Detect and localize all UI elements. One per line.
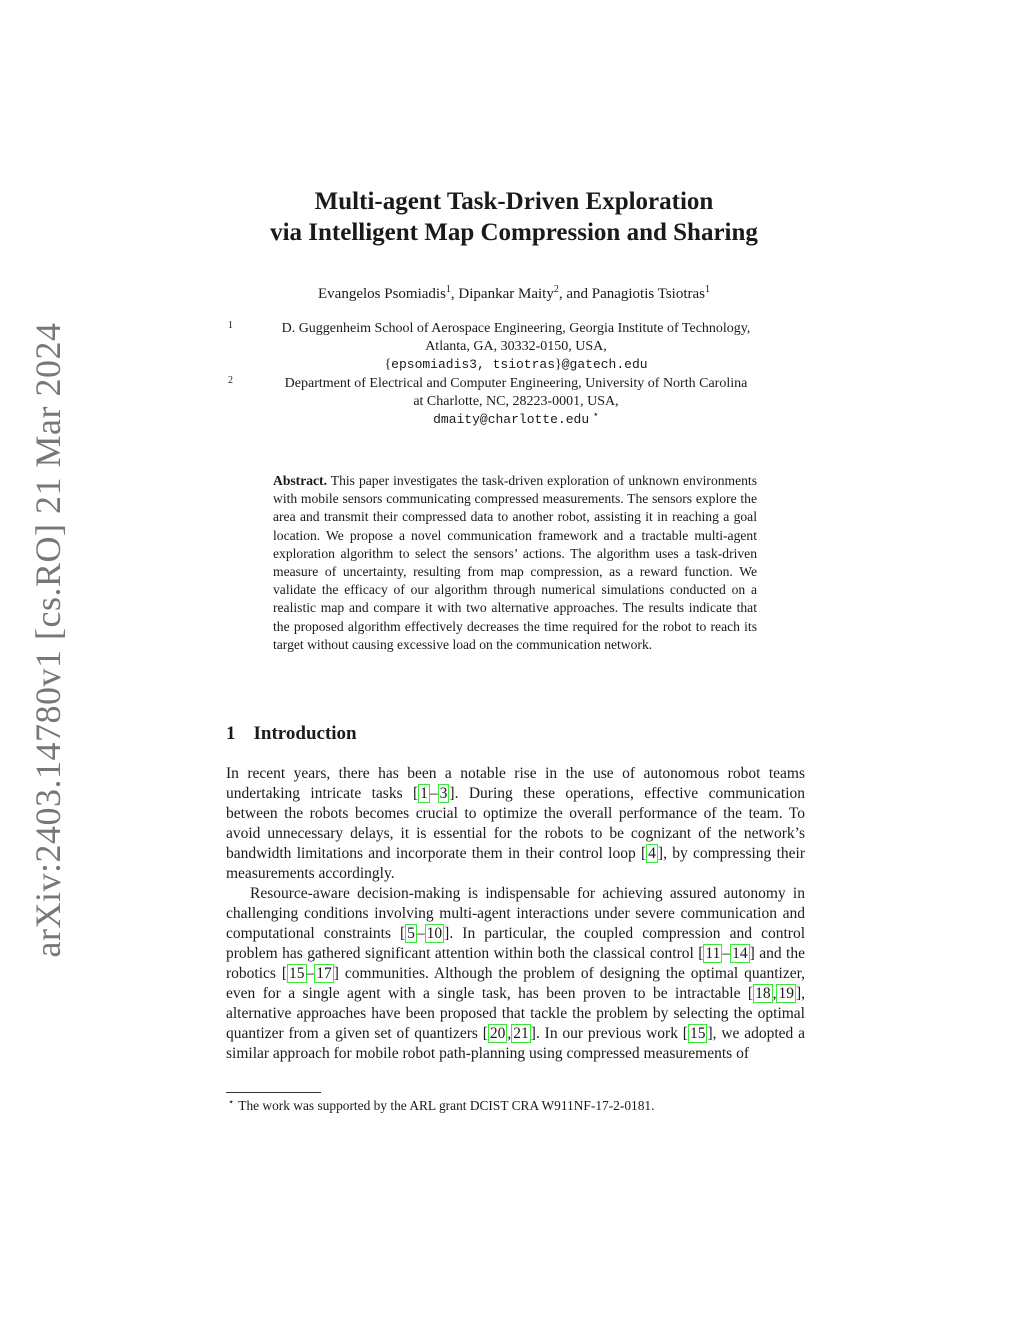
intro-paragraph-2: Resource-aware decision-making is indispensable for achieving assured autonomy in challenging conditions involving multi-agent interactions under severe communication and computational constraints [ 5 – 10 ]. In particular, the coupled compression and control problem has gathered significant attention within both the classical control [ 11 – 14 ] and the robotics [ 15 – 17 ] communities. Although the problem of designing the optimal quantizer, even for a single agent with a single task, has been proven to be intractable [ 18 , 19 ], alternative approaches have been proposed that tackle the problem by selecting the optimal quantizer from a given set of quantizers [ 20 , 21 ]. In our previous work [ 15 ], we adopted a similar approach for mobile robot path-planning using compressed measurements of — [226, 885, 805, 1062]
affiliation-1-line-2: Atlanta, GA, 30332-0150, USA, — [425, 339, 607, 354]
introduction-body — [226, 764, 805, 1064]
author-2-affil: 2 — [553, 284, 559, 295]
affiliation-2-email[interactable]: dmaity@charlotte.edu ⋆ — [433, 409, 599, 427]
abstract — [273, 472, 757, 654]
affiliation-2-line-1: Department of Electrical and Computer Engineering, University of North Carolina — [284, 376, 748, 391]
funding-footnote-mark[interactable]: ⋆ — [592, 409, 599, 421]
citation-link[interactable]: 14 — [732, 945, 748, 962]
arxiv-identifier: arXiv:2403.14780v1 [cs.RO] 21 Mar 2024 — [28, 322, 68, 958]
author-separator-2: , and — [558, 286, 592, 302]
section-heading-introduction — [226, 723, 357, 745]
section-number: 1 — [226, 723, 236, 744]
author-2: Dipankar Maity — [458, 286, 554, 302]
abstract-text: This paper investigates the task-driven exploration of unknown environments with mobile sensors communicating compressed measurements. The sensors explore the area and transmit their compressed data to another robot, assisting it in reaching a goal location. We propose a novel communication framework and a tractable multi-agent exploration algorithm to select the sensors’ actions. The algorithm uses a task-driven measure of uncertainty, resulting from map compression, as a reward function. We validate the efficacy of our algorithm through numerical simulations conducted on a realistic map and compare it with two alternative approaches. The results indicate that the proposed algorithm effectively decreases the time required for the robot to reach its target without causing excessive load on the communication network. — [273, 473, 758, 652]
citation-link[interactable]: 19 — [778, 985, 794, 1002]
citation-link[interactable]: 10 — [426, 925, 443, 942]
author-3-affil: 1 — [705, 284, 710, 295]
affiliation-1-mark: 1 — [228, 320, 233, 331]
affiliation-2-mark: 2 — [228, 375, 233, 386]
citation-link[interactable]: 15 — [289, 965, 305, 982]
citation-link[interactable]: 5 — [407, 925, 415, 942]
citation-link[interactable]: 15 — [689, 1025, 706, 1042]
affiliation-2 — [226, 375, 806, 429]
citation-link[interactable]: 21 — [513, 1025, 529, 1042]
paper-title — [200, 186, 828, 248]
affiliation-1-email[interactable]: {epsomiadis3, tsiotras}@gatech.edu — [384, 357, 648, 372]
citation-link[interactable]: 3 — [439, 785, 448, 802]
citation-link[interactable]: 4 — [648, 845, 656, 862]
intro-paragraph-1: In recent years, there has been a notable rise in the use of autonomous robot teams undertaking intricate tasks [ 1 – 3 ]. During these operations, effective communication between the robots becomes crucial to optimize the overall performance of the team. To avoid unnecessary delays, it is essential for the robots to be cognizant of the network’s bandwidth limitations and incorporate them in their control loop [ 4 ], by compressing their measurements accordingly. — [226, 765, 805, 882]
affiliation-1-line-1: D. Guggenheim School of Aerospace Engineering, Georgia Institute of Technology, — [281, 321, 751, 336]
arxiv-sidebar — [24, 322, 72, 958]
author-3: Panagiotis Tsiotras — [591, 286, 705, 302]
author-1-affil: 1 — [445, 284, 451, 295]
citation-link[interactable]: 17 — [316, 965, 332, 982]
affiliation-1 — [226, 320, 806, 374]
citation-link[interactable]: 11 — [705, 945, 721, 962]
abstract-label: Abstract. — [273, 473, 327, 488]
footnote-star: ⋆ — [228, 1096, 235, 1108]
title-line-2: via Intelligent Map Compression and Sharing — [270, 219, 758, 246]
citation-link[interactable]: 20 — [489, 1025, 506, 1042]
footnote-text: The work was supported by the ARL grant DCIST CRA W911NF-17-2-0181. — [238, 1098, 655, 1113]
citation-link[interactable]: 1 — [420, 785, 428, 802]
citation-link[interactable]: 18 — [755, 985, 771, 1002]
funding-footnote — [228, 1097, 805, 1114]
footnote-divider — [226, 1092, 321, 1093]
affiliation-2-line-2: at Charlotte, NC, 28223-0001, USA, — [413, 394, 619, 409]
author-separator-1: , — [450, 286, 459, 302]
title-line-1: Multi-agent Task-Driven Exploration — [314, 188, 714, 215]
author-1: Evangelos Psomiadis — [318, 286, 446, 302]
section-title: Introduction — [253, 723, 357, 744]
author-list — [200, 284, 828, 304]
